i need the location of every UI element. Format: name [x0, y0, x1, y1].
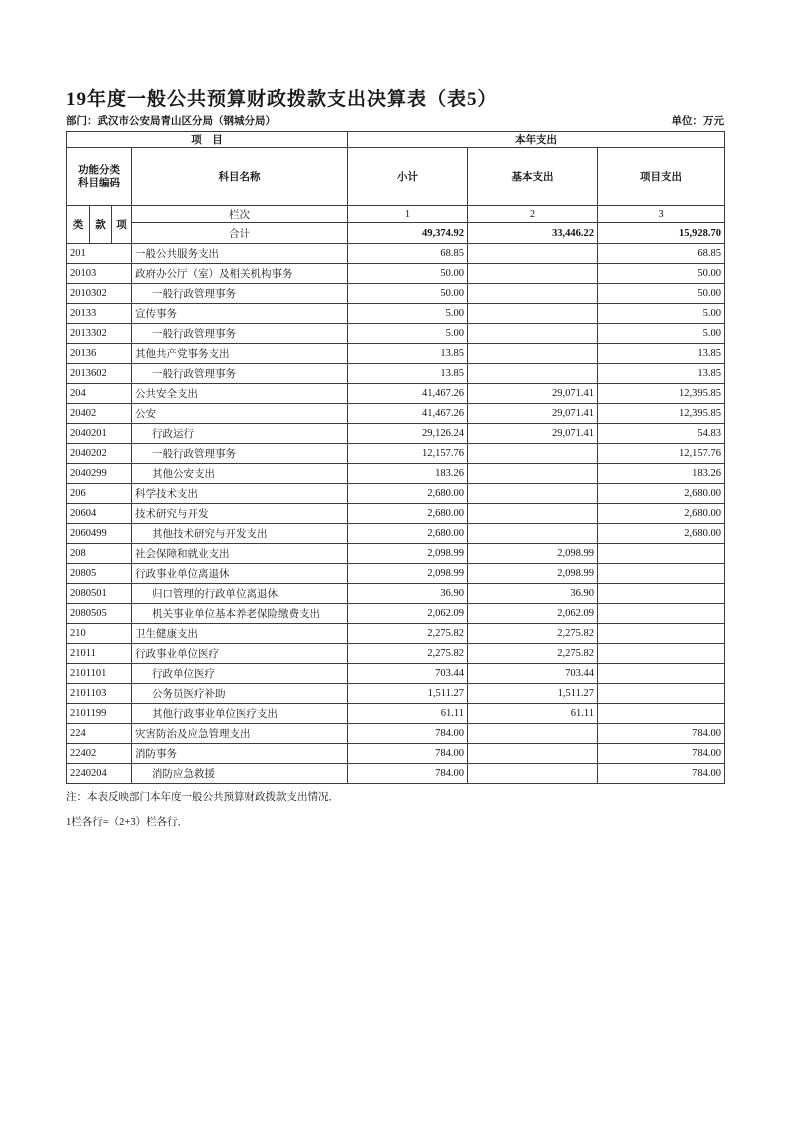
table-row [67, 544, 725, 564]
code-cell: 2013302 [67, 324, 132, 344]
header-function-code-line2: 科目编码 [78, 177, 120, 189]
code-cell: 20805 [67, 564, 132, 584]
basic-cell: 2,098.99 [468, 544, 598, 564]
name-cell: 一般公共服务支出 [132, 244, 348, 264]
subtotal-cell: 68.85 [348, 244, 468, 264]
note-2: 1栏各行=（2+3）栏各行． [66, 817, 189, 828]
meta-row [66, 115, 724, 129]
name-cell: 公共安全支出 [132, 384, 348, 404]
code-cell: 210 [67, 624, 132, 644]
subtotal-cell: 41,467.26 [348, 404, 468, 424]
code-cell: 20402 [67, 404, 132, 424]
name-cell: 行政事业单位医疗 [132, 644, 348, 664]
code-cell: 2080501 [67, 584, 132, 604]
name-cell: 其他公安支出 [132, 464, 348, 484]
basic-cell [468, 304, 598, 324]
code-cell: 204 [67, 384, 132, 404]
header-column-index-label: 栏次 [132, 206, 348, 223]
basic-cell [468, 524, 598, 544]
table-row [67, 624, 725, 644]
subtotal-cell: 5.00 [348, 324, 468, 344]
total-basic: 33,446.22 [468, 223, 598, 244]
subtotal-cell: 5.00 [348, 304, 468, 324]
table-row [67, 444, 725, 464]
table-row [67, 664, 725, 684]
expenditure-table [66, 131, 725, 784]
project-cell: 784.00 [598, 724, 725, 744]
table-row [67, 384, 725, 404]
name-cell: 公务员医疗补助 [132, 684, 348, 704]
code-cell: 2101101 [67, 664, 132, 684]
subtotal-cell: 784.00 [348, 764, 468, 784]
basic-cell [468, 444, 598, 464]
header-col-1: 1 [348, 206, 468, 223]
subtotal-cell: 41,467.26 [348, 384, 468, 404]
basic-cell: 36.90 [468, 584, 598, 604]
code-cell: 2060499 [67, 524, 132, 544]
project-cell: 5.00 [598, 324, 725, 344]
name-cell: 机关事业单位基本养老保险缴费支出 [132, 604, 348, 624]
table-row [67, 504, 725, 524]
basic-cell: 703.44 [468, 664, 598, 684]
name-cell: 政府办公厅（室）及相关机构事务 [132, 264, 348, 284]
total-row [67, 223, 725, 244]
header-row-groups [67, 132, 725, 148]
project-cell [598, 544, 725, 564]
basic-cell [468, 464, 598, 484]
report-title: 19年度一般公共预算财政拨款支出决算表（表5） [66, 89, 498, 110]
code-cell: 21011 [67, 644, 132, 664]
subtotal-cell: 784.00 [348, 724, 468, 744]
project-cell: 12,395.85 [598, 384, 725, 404]
table-row [67, 484, 725, 504]
subtotal-cell: 2,680.00 [348, 484, 468, 504]
table-row [67, 344, 725, 364]
project-cell [598, 644, 725, 664]
table-row [67, 364, 725, 384]
footnotes [66, 791, 724, 829]
name-cell: 科学技术支出 [132, 484, 348, 504]
basic-cell [468, 744, 598, 764]
subtotal-cell: 50.00 [348, 264, 468, 284]
subtotal-cell: 2,680.00 [348, 524, 468, 544]
subtotal-cell: 36.90 [348, 584, 468, 604]
basic-cell: 29,071.41 [468, 384, 598, 404]
header-function-code-line1: 功能分类 [78, 164, 120, 176]
table-row [67, 304, 725, 324]
name-cell: 一般行政管理事务 [132, 324, 348, 344]
project-cell [598, 564, 725, 584]
name-cell: 公安 [132, 404, 348, 424]
subtotal-cell: 183.26 [348, 464, 468, 484]
subtotal-cell: 29,126.24 [348, 424, 468, 444]
code-cell: 20604 [67, 504, 132, 524]
unit-label: 单位：万元 [671, 116, 724, 127]
code-cell: 2040202 [67, 444, 132, 464]
name-cell: 宣传事务 [132, 304, 348, 324]
total-label: 合计 [132, 223, 348, 244]
project-cell: 54.83 [598, 424, 725, 444]
code-cell: 224 [67, 724, 132, 744]
note-1: 注：本表反映部门本年度一般公共预算财政拨款支出情况． [66, 792, 339, 803]
project-cell [598, 684, 725, 704]
table-row [67, 244, 725, 264]
header-subject-name: 科目名称 [132, 148, 348, 206]
header-col-3: 3 [598, 206, 725, 223]
table-row [67, 564, 725, 584]
project-cell: 50.00 [598, 284, 725, 304]
code-cell: 20136 [67, 344, 132, 364]
basic-cell [468, 284, 598, 304]
name-cell: 归口管理的行政单位离退休 [132, 584, 348, 604]
code-cell: 2010302 [67, 284, 132, 304]
basic-cell [468, 244, 598, 264]
name-cell: 其他共产党事务支出 [132, 344, 348, 364]
table-row [67, 744, 725, 764]
basic-cell: 29,071.41 [468, 424, 598, 444]
project-cell [598, 664, 725, 684]
subtotal-cell: 12,157.76 [348, 444, 468, 464]
code-cell: 2101199 [67, 704, 132, 724]
subtotal-cell: 703.44 [348, 664, 468, 684]
header-subtotal: 小计 [348, 148, 468, 206]
project-cell: 13.85 [598, 344, 725, 364]
name-cell: 一般行政管理事务 [132, 364, 348, 384]
header-project-expenditure: 项目支出 [598, 148, 725, 206]
header-item: 项 [112, 206, 132, 244]
subtotal-cell: 784.00 [348, 744, 468, 764]
basic-cell: 2,098.99 [468, 564, 598, 584]
project-cell: 2,680.00 [598, 484, 725, 504]
basic-cell: 29,071.41 [468, 404, 598, 424]
basic-cell [468, 764, 598, 784]
basic-cell [468, 344, 598, 364]
subtotal-cell: 2,098.99 [348, 544, 468, 564]
table-row [67, 324, 725, 344]
code-cell: 2040201 [67, 424, 132, 444]
code-cell: 2240204 [67, 764, 132, 784]
project-cell: 2,680.00 [598, 504, 725, 524]
code-cell: 201 [67, 244, 132, 264]
project-cell [598, 584, 725, 604]
header-row-index [67, 206, 725, 223]
name-cell: 其他技术研究与开发支出 [132, 524, 348, 544]
name-cell: 消防应急救援 [132, 764, 348, 784]
project-cell: 12,157.76 [598, 444, 725, 464]
table-row [67, 524, 725, 544]
basic-cell: 2,275.82 [468, 644, 598, 664]
table-row [67, 684, 725, 704]
project-cell: 13.85 [598, 364, 725, 384]
basic-cell [468, 364, 598, 384]
code-cell: 206 [67, 484, 132, 504]
table-row [67, 704, 725, 724]
code-cell: 208 [67, 544, 132, 564]
project-cell [598, 704, 725, 724]
subtotal-cell: 61.11 [348, 704, 468, 724]
header-section: 款 [90, 206, 112, 244]
header-class: 类 [67, 206, 90, 244]
project-cell: 5.00 [598, 304, 725, 324]
table-row [67, 724, 725, 744]
name-cell: 行政单位医疗 [132, 664, 348, 684]
subtotal-cell: 50.00 [348, 284, 468, 304]
code-cell: 2013602 [67, 364, 132, 384]
code-cell: 2080505 [67, 604, 132, 624]
project-cell [598, 624, 725, 644]
basic-cell [468, 324, 598, 344]
basic-cell: 1,511.27 [468, 684, 598, 704]
project-cell: 784.00 [598, 744, 725, 764]
project-cell: 50.00 [598, 264, 725, 284]
code-cell: 2101103 [67, 684, 132, 704]
header-item-group: 项 目 [67, 132, 348, 148]
table-row [67, 584, 725, 604]
department-label: 部门：武汉市公安局青山区分局（钢城分局） [66, 116, 276, 127]
name-cell: 一般行政管理事务 [132, 444, 348, 464]
header-basic-expenditure: 基本支出 [468, 148, 598, 206]
name-cell: 一般行政管理事务 [132, 284, 348, 304]
table-row [67, 264, 725, 284]
name-cell: 消防事务 [132, 744, 348, 764]
name-cell: 技术研究与开发 [132, 504, 348, 524]
code-cell: 2040299 [67, 464, 132, 484]
basic-cell: 2,062.09 [468, 604, 598, 624]
basic-cell [468, 264, 598, 284]
basic-cell [468, 724, 598, 744]
project-cell: 2,680.00 [598, 524, 725, 544]
table-row [67, 284, 725, 304]
header-col-2: 2 [468, 206, 598, 223]
table-row [67, 424, 725, 444]
table-row [67, 404, 725, 424]
project-cell: 12,395.85 [598, 404, 725, 424]
name-cell: 卫生健康支出 [132, 624, 348, 644]
project-cell [598, 604, 725, 624]
subtotal-cell: 1,511.27 [348, 684, 468, 704]
name-cell: 行政运行 [132, 424, 348, 444]
subtotal-cell: 2,062.09 [348, 604, 468, 624]
header-annual-expenditure: 本年支出 [348, 132, 725, 148]
basic-cell [468, 484, 598, 504]
subtotal-cell: 2,275.82 [348, 624, 468, 644]
table-row [67, 764, 725, 784]
table-row [67, 604, 725, 624]
basic-cell: 61.11 [468, 704, 598, 724]
subtotal-cell: 2,680.00 [348, 504, 468, 524]
name-cell: 社会保障和就业支出 [132, 544, 348, 564]
document-page [66, 88, 724, 841]
table-body [67, 244, 725, 784]
total-subtotal: 49,374.92 [348, 223, 468, 244]
basic-cell [468, 504, 598, 524]
subtotal-cell: 13.85 [348, 344, 468, 364]
code-cell: 22402 [67, 744, 132, 764]
subtotal-cell: 2,098.99 [348, 564, 468, 584]
name-cell: 行政事业单位离退休 [132, 564, 348, 584]
basic-cell: 2,275.82 [468, 624, 598, 644]
subtotal-cell: 2,275.82 [348, 644, 468, 664]
code-cell: 20103 [67, 264, 132, 284]
project-cell: 784.00 [598, 764, 725, 784]
name-cell: 灾害防治及应急管理支出 [132, 724, 348, 744]
table-row [67, 464, 725, 484]
header-function-code [67, 148, 132, 206]
code-cell: 20133 [67, 304, 132, 324]
subtotal-cell: 13.85 [348, 364, 468, 384]
header-row-columns [67, 148, 725, 206]
project-cell: 183.26 [598, 464, 725, 484]
project-cell: 68.85 [598, 244, 725, 264]
total-project: 15,928.70 [598, 223, 725, 244]
name-cell: 其他行政事业单位医疗支出 [132, 704, 348, 724]
table-row [67, 644, 725, 664]
